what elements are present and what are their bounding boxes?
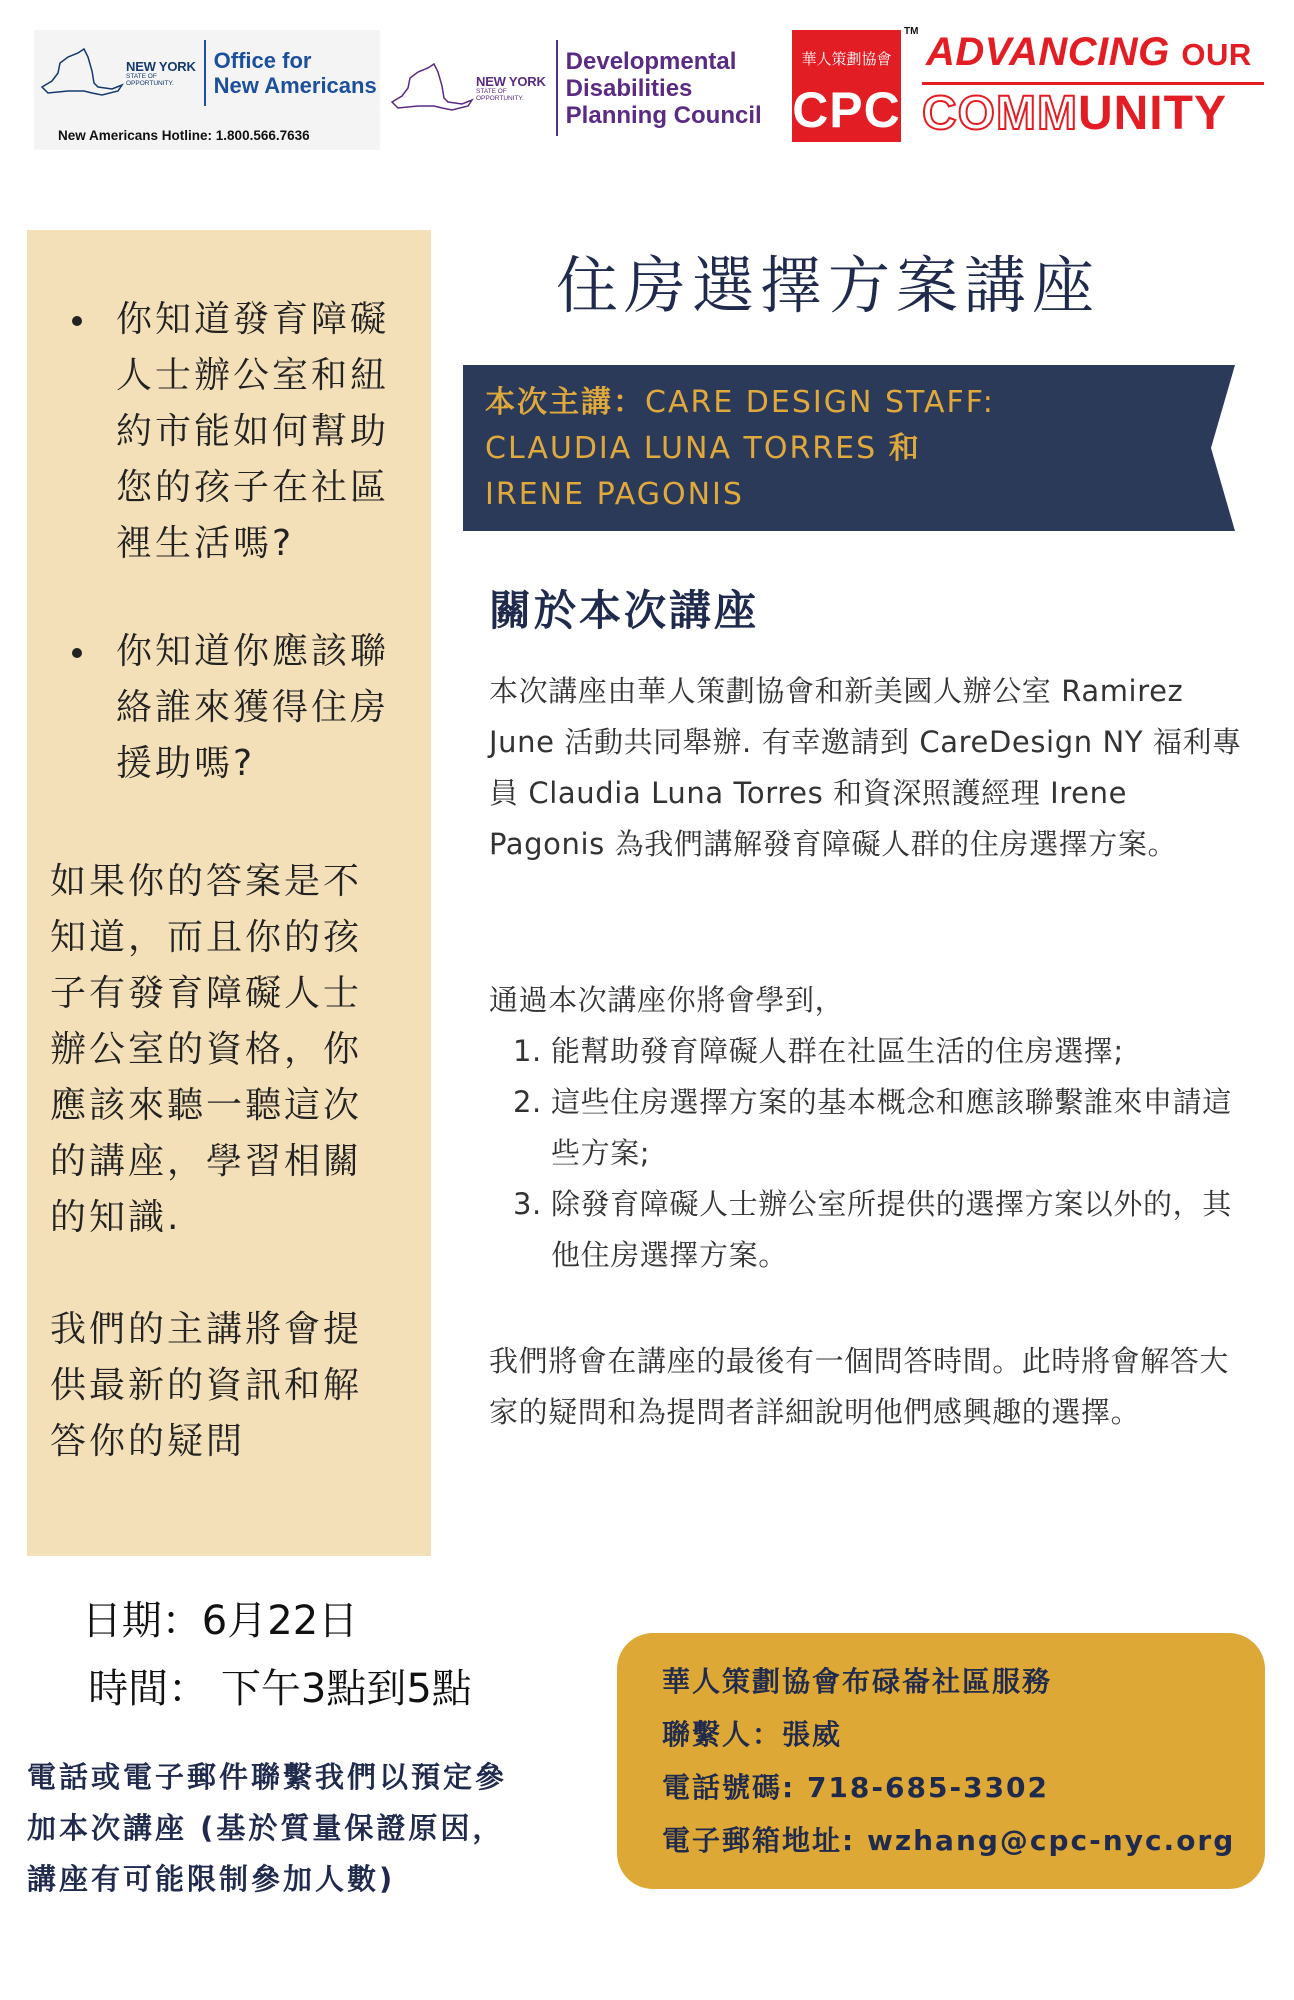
point-text: 除發育障礙人士辦公室所提供的選擇方案以外的，其他住房選擇方案。 [551, 1187, 1232, 1272]
speaker-and: 和 [888, 431, 921, 466]
contact-email: 電子郵箱地址: wzhang@cpc-nyc.org [662, 1824, 1236, 1857]
logo-divider [204, 40, 206, 106]
new-americans-hotline: New Americans Hotline: 1.800.566.7636 [58, 128, 310, 143]
new-york-state-map-icon [388, 62, 474, 114]
point-text: 能幫助發育障礙人群在社區生活的住房選擇; [551, 1034, 1124, 1068]
nys-state-name: NEW YORK [126, 58, 196, 74]
office-for-new-americans-logo [38, 40, 377, 106]
council-name: Developmental Disabilities Planning Council [565, 47, 762, 129]
speaker-line-2 [485, 426, 1185, 472]
slogan-advancing: ADVANCING [926, 30, 1170, 74]
speaker-name-1: CLAUDIA LUNA TORRES [485, 431, 889, 466]
point-number: 1. [513, 1034, 542, 1068]
cpc-logo [792, 30, 901, 142]
contact-org: 華人策劃協會布碌崙社區服務 [662, 1665, 1053, 1698]
speaker-org: CARE DESIGN STAFF: [645, 385, 995, 420]
event-date: 日期：6月22日 [81, 1598, 359, 1644]
new-york-state-map-icon [38, 47, 124, 99]
slogan-unity: UNITY [1077, 87, 1227, 140]
slogan-line-1 [926, 30, 1252, 75]
ddpc-logo [388, 40, 762, 136]
speaker-line-1 [485, 380, 1185, 426]
invitation-paragraph: 如果你的答案是不知道，而且你的孩子有發育障礙人士辦公室的資格，你應該來聽一聽這次的講座，學習相關的知識. [50, 861, 363, 1238]
speaker-banner-text [485, 380, 1185, 518]
learning-points-list [489, 1026, 1249, 1281]
learning-point [489, 1026, 1249, 1077]
slogan-rule [922, 82, 1264, 85]
cpc-chinese-name: 華人策劃協會 [801, 50, 892, 68]
nys-tagline: STATE OF OPPORTUNITY. [126, 72, 174, 87]
point-text: 這些住房選擇方案的基本概念和應該聯繫誰來申請這些方案; [551, 1085, 1232, 1170]
speaker-name-2: IRENE PAGONIS [485, 477, 744, 512]
nys-state-name: NEW YORK [476, 73, 546, 89]
speakers-paragraph: 我們的主講將會提供最新的資訊和解答你的疑問 [50, 1309, 363, 1462]
rsvp-note: 電話或電子郵件聯繫我們以預定參加本次講座 (基於質量保證原因，講座有可能限制參加人數) [27, 1760, 508, 1896]
question-list [64, 292, 414, 844]
question-item: 你知道你應該聯絡誰來獲得住房援助嗎? [64, 624, 414, 792]
about-paragraph: 本次講座由華人策劃協會和新美國人辦公室 Ramirez June 活動共同舉辦. 有幸邀請到 CareDesign NY 福利專員 Claudia Luna Torres 和資深照護經理 Irene Pagonis 為我們講解發育障礙人群的住房選擇方案。 [489, 674, 1242, 861]
page-title: 住房選擇方案講座 [556, 249, 1101, 322]
nys-wordmark [126, 60, 196, 87]
nys-wordmark [476, 75, 546, 102]
learning-point [489, 1179, 1249, 1281]
speaker-label: 本次主講： [485, 385, 645, 420]
contact-phone: 電話號碼: 718-685-3302 [662, 1771, 1050, 1804]
point-number: 3. [513, 1187, 542, 1221]
learn-intro: 通過本次講座你將會學到， [489, 983, 845, 1017]
slogan-comm: COMM [922, 87, 1078, 140]
point-number: 2. [513, 1085, 542, 1119]
contact-person: 聯繫人：張威 [662, 1718, 843, 1751]
question-item: 你知道發育障礙人士辦公室和紐約市能如何幫助您的孩子在社區裡生活嗎? [64, 292, 414, 572]
cpc-acronym: CPC [792, 82, 901, 138]
event-time: 時間： 下午3點到5點 [88, 1666, 472, 1712]
trademark-symbol: TM [904, 26, 919, 37]
learning-point [489, 1077, 1249, 1179]
slogan-our: OUR [1181, 37, 1252, 72]
qa-paragraph: 我們將會在講座的最後有一個問答時間。此時將會解答大家的疑問和為提問者詳細說明他們感興趣的選擇。 [489, 1344, 1230, 1429]
about-heading: 關於本次講座 [489, 586, 760, 635]
office-name: Office for New Americans [213, 48, 377, 98]
logo-divider [556, 40, 558, 136]
nys-tagline: STATE OF OPPORTUNITY. [476, 87, 524, 102]
slogan-line-2 [922, 86, 1227, 141]
